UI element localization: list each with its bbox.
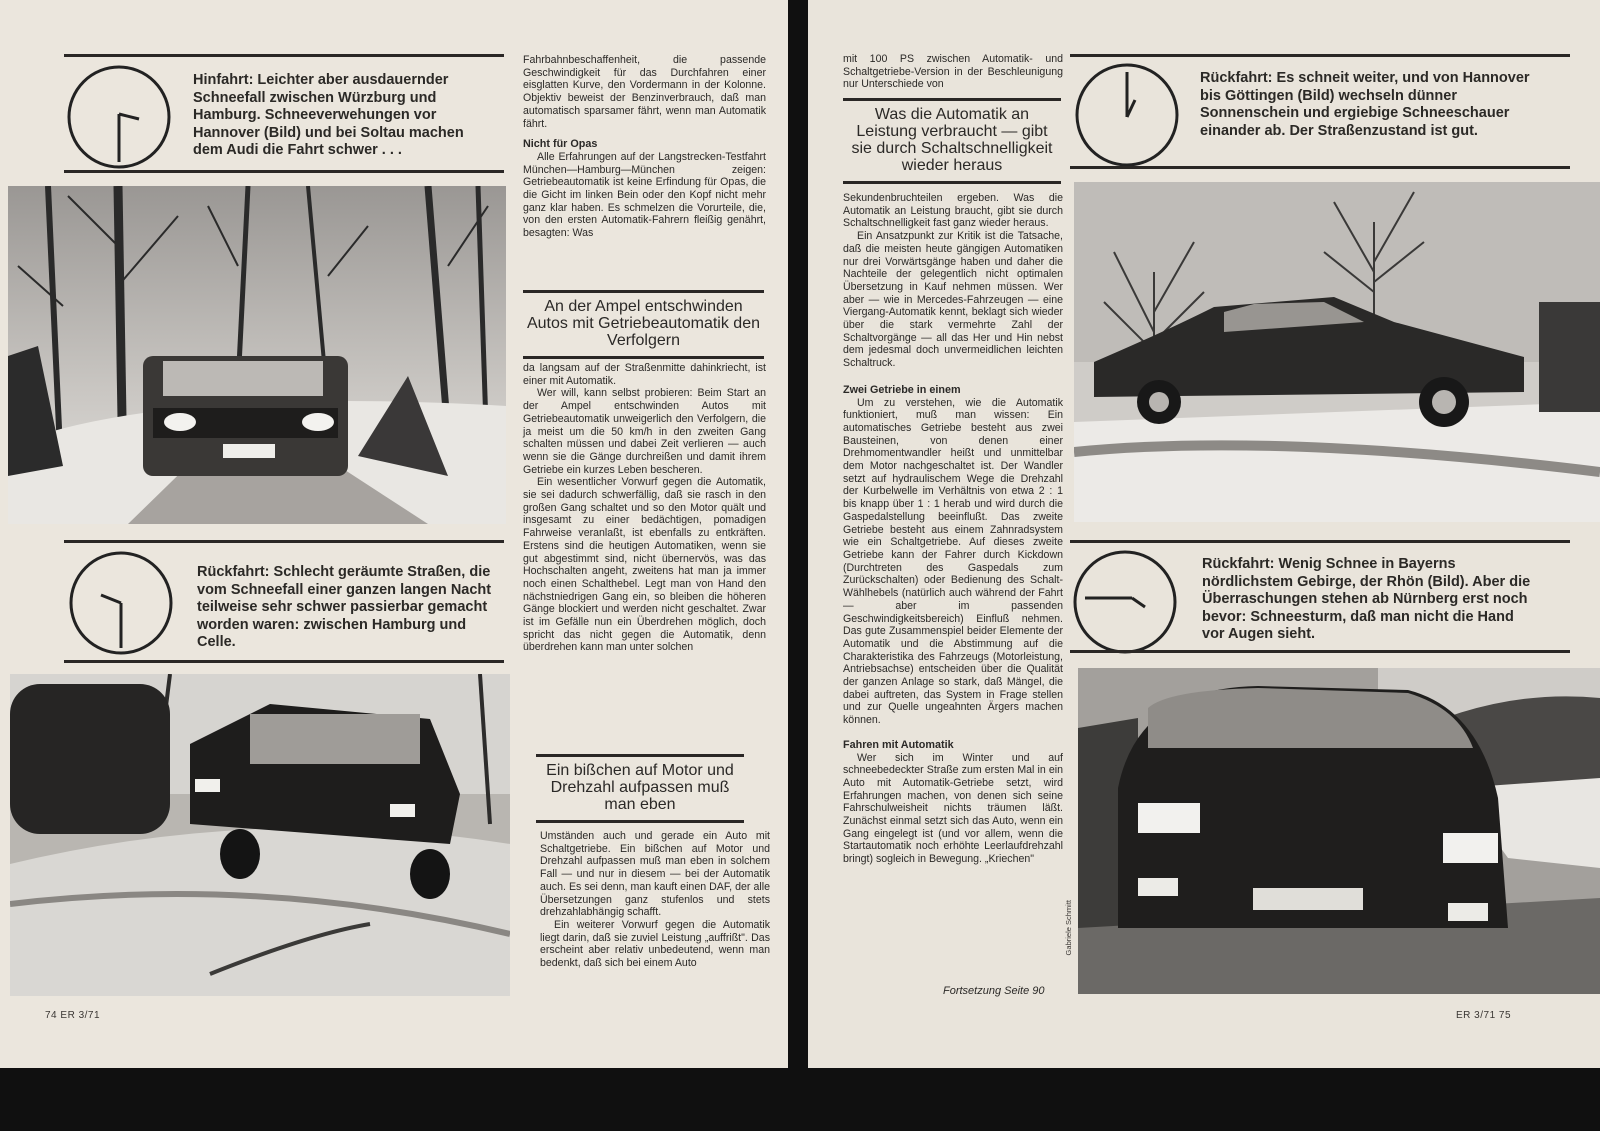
right-page: [808, 0, 1600, 1068]
paragraph: Umständen auch und gerade ein Auto mit Schaltgetriebe. Ein bißchen auf Motor und Drehzahl aufpassen muß man eben in solchem Fall — und nur in diesem — bei der Automatik auch. Es sei denn, man kauft einen DAF, der alle Übersetzungen ganz stufenlos und stets drehzahlabhängig schafft.: [540, 830, 770, 919]
paragraph: Ein weiterer Vorwurf gegen die Automatik liegt darin, daß sie zuviel Leistung „auffrißt". Das erscheint aber relativ unbedeutend, wenn man bedenkt, daß sich bei einem Auto: [540, 918, 770, 970]
pull-quote: An der Ampel entschwinden Autos mit Getriebeautomatik den Verfolgern: [523, 290, 764, 359]
divider-rule: [64, 660, 504, 663]
photo-credit: Gabriele Schmitt: [1064, 900, 1073, 956]
divider-rule: [1070, 540, 1570, 543]
clock-icon: [66, 548, 176, 658]
paragraph: Ein Ansatzpunkt zur Kritik ist die Tatsache, daß die meisten heute gängigen Automatiken nur drei Vorwärtsgänge haben und daher die Nachteile der gelegentlich nicht optimalen Übersetzung in Kauf nehmen müssen. Wer aber — wie in Mercedes-Fahrzeugen — eine Viergang-Automatik kennt, beklagt sich wieder über die stark vermehrte Zahl der Schaltvorgänge — all das Her und Hin nebst dem jedesmal doch unvermeidlichen leichten Schaltruck.: [843, 230, 1063, 370]
photo-audi-snowy-forest: [8, 186, 506, 524]
article-column-right: [843, 192, 1063, 866]
page-folio-right: ER 3/71 75: [1456, 1010, 1512, 1021]
paragraph: Um zu verstehen, wie die Automatik funktioniert, muß man wissen: Ein automatisches Getriebe besteht aus zwei Bausteinen, von denen einer Drehmomentwandler heißt und unmittelbar dem Motor nachgeschaltet ist. Der Wandler setzt auf hydraulischem Wege die Drehzahl der Kurbelwelle im Verhältnis von etwa 2 : 1 bis knapp über 1 : 1 herab und wird durch die Gaspedalstellung beeinflußt. Das zweite Getriebe besteht aus einem Zahnradsystem wie ein Schaltgetriebe. Auf dieses zweite Getriebe kann der Fahrer durch Kickdown (Durchtreten des Gaspedals zum Zurückschalten) oder Bedienung des Schalt-Wählhebels (natürlich auch während der Fahrt — aber im passenden Geschwindigkeitsbereich) Einfluß nehmen. Das gute Zusammenspiel beider Elemente der Automatik und die Abstimmung auf die Charakteristika des Fahrzeugs (Motorleistung, Antriebsachse) entscheiden über die Qualität der ganzen Anlage so stark, daß Mängel, die dabei auftreten, das System in Frage stellen und zur Quelle ungeahnten Ärgers machen können.: [843, 396, 1063, 727]
article-column-left: [523, 362, 766, 654]
page-folio-left: 74 ER 3/71: [45, 1010, 101, 1021]
divider-rule: [64, 170, 504, 173]
paragraph: Wer sich im Winter und auf schneebedeckter Straße zum ersten Mal in ein Auto mit Automatik-Getriebe setzt, wird Erfahrungen machen, von denen sich seine Fahrschulweisheit nichts träumen läßt. Zunächst einmal setzt sich das Auto, wenn ein Gang eingelegt ist (und vor allem, wenn die Startautomatik noch erhöhte Leerlaufdrehzahl bringt) sogleich in Bewegung. „Kriechen": [843, 751, 1063, 866]
pull-quote: Ein bißchen auf Motor und Drehzahl aufpassen muß man eben: [536, 754, 744, 823]
paragraph: Sekundenbruchteilen ergeben. Was die Automatik an Leistung braucht, gibt sie durch Schaltschnelligkeit fast ganz wieder heraus.: [843, 192, 1063, 230]
divider-rule: [1070, 166, 1570, 169]
photo-audi-cornering: [10, 674, 510, 996]
article-column-right: [843, 53, 1063, 91]
photo-caption-4: Rückfahrt: Wenig Schnee in Bayerns nördlichstem Gebirge, der Rhön (Bild). Aber die Überraschungen stehen ab Nürnberg erst noch bevor: Schneesturm, daß man nicht die Hand vor Augen sieht.: [1202, 556, 1531, 642]
paragraph: mit 100 PS zwischen Automatik- und Schaltgetriebe-Version in der Beschleunigung nur Unterschiede von: [843, 53, 1063, 91]
photo-audi-front-rhoen: [1078, 668, 1600, 994]
pull-quote: Was die Automatik an Leistung verbraucht — gibt sie durch Schaltschnelligkeit wieder heraus: [843, 98, 1061, 184]
paragraph: Alle Erfahrungen auf der Langstrecken-Testfahrt München—Hamburg—München zeigen: Getriebeautomatik ist keine Erfindung für Opas, die die Gicht im linken Bein oder den Kopf nicht mehr ganz klar haben. Es schmelzen die Vorurteile, die, von den ersten Automatik-Fahrern fleißig genährt, besagten: Was: [523, 150, 766, 240]
left-page: [0, 0, 788, 1068]
divider-rule: [64, 540, 504, 543]
photo-caption-1: Hinfahrt: Leichter aber ausdauernder Schneefall zwischen Würzburg und Hamburg. Schneeverwehungen vor Hannover (Bild) und bei Soltau machen dem Audi die Fahrt schwer . . .: [193, 72, 464, 158]
article-column-left: [523, 54, 766, 240]
photo-caption-3: Rückfahrt: Es schneit weiter, und von Hannover bis Göttingen (Bild) wechseln dünner Sonnenschein und ergiebige Schneeschauer einander ab. Der Straßenzustand ist gut.: [1200, 70, 1530, 139]
paragraph: da langsam auf der Straßenmitte dahinkriecht, ist einer mit Automatik.: [523, 362, 766, 387]
article-column-left: [540, 830, 770, 970]
photo-caption-2: Rückfahrt: Schlecht geräumte Straßen, die vom Schneefall einer ganzen langen Nacht teilweise sehr schwer passierbar gemacht worden waren: zwischen Hamburg und Celle.: [197, 564, 492, 650]
subheading: Zwei Getriebe in einem: [843, 383, 961, 396]
continuation-note: Fortsetzung Seite 90: [943, 985, 1045, 997]
clock-icon: [1072, 60, 1182, 170]
divider-rule: [1070, 650, 1570, 653]
paragraph: Fahrbahnbeschaffenheit, die passende Geschwindigkeit für das Durchfahren einer eisglatten Kurve, den Vordermann in der Kolonne. Objektiv beweist der Benzinverbrauch, daß man automatisch sparsamer fährt, wenn man Automatik fährt.: [523, 54, 766, 130]
subheading: Nicht für Opas: [523, 138, 598, 151]
photo-audi-side-snowfield: [1074, 182, 1600, 522]
subheading: Fahren mit Automatik: [843, 738, 954, 751]
divider-rule: [64, 54, 504, 57]
paragraph: Ein wesentlicher Vorwurf gegen die Automatik, sie sei dadurch schwerfällig, daß sie rasch in den großen Gang schaltet und so den Motor quält und insgesamt zu einer bedächtigen, pomadigen Fahrweise veranlaßt, ist ebenfalls zu entkräften. Erstens sind die heutigen Automatiken, wenn sie gut abgestimmt sind, nicht übernervös, was das Hochschalten angeht, zweitens hat man ja immer noch einen Schalthebel. Legt man von Hand den nächstniedrigen Gang ein, so bleiben die höheren Gänge blockiert und werden nicht geschaltet. Zwar ist im Gefälle nun ein Überdrehen möglich, doch spricht das nicht gegen die Automatik, denn überdrehen kann man unter solchen: [523, 476, 766, 654]
clock-icon: [64, 62, 174, 172]
divider-rule: [1070, 54, 1570, 57]
paragraph: Wer will, kann selbst probieren: Beim Start an der Ampel entschwinden Autos mit Getriebeautomatik unweigerlich den Verfolgern, die ja meist um die 50 km/h in den zweiten Gang schalten müssen und dabei Zeit verlieren — auch wenn sie die Gänge durchreißen und damit ihrem Getriebe ein kurzes Leben bescheren.: [523, 387, 766, 476]
clock-icon: [1070, 547, 1180, 657]
